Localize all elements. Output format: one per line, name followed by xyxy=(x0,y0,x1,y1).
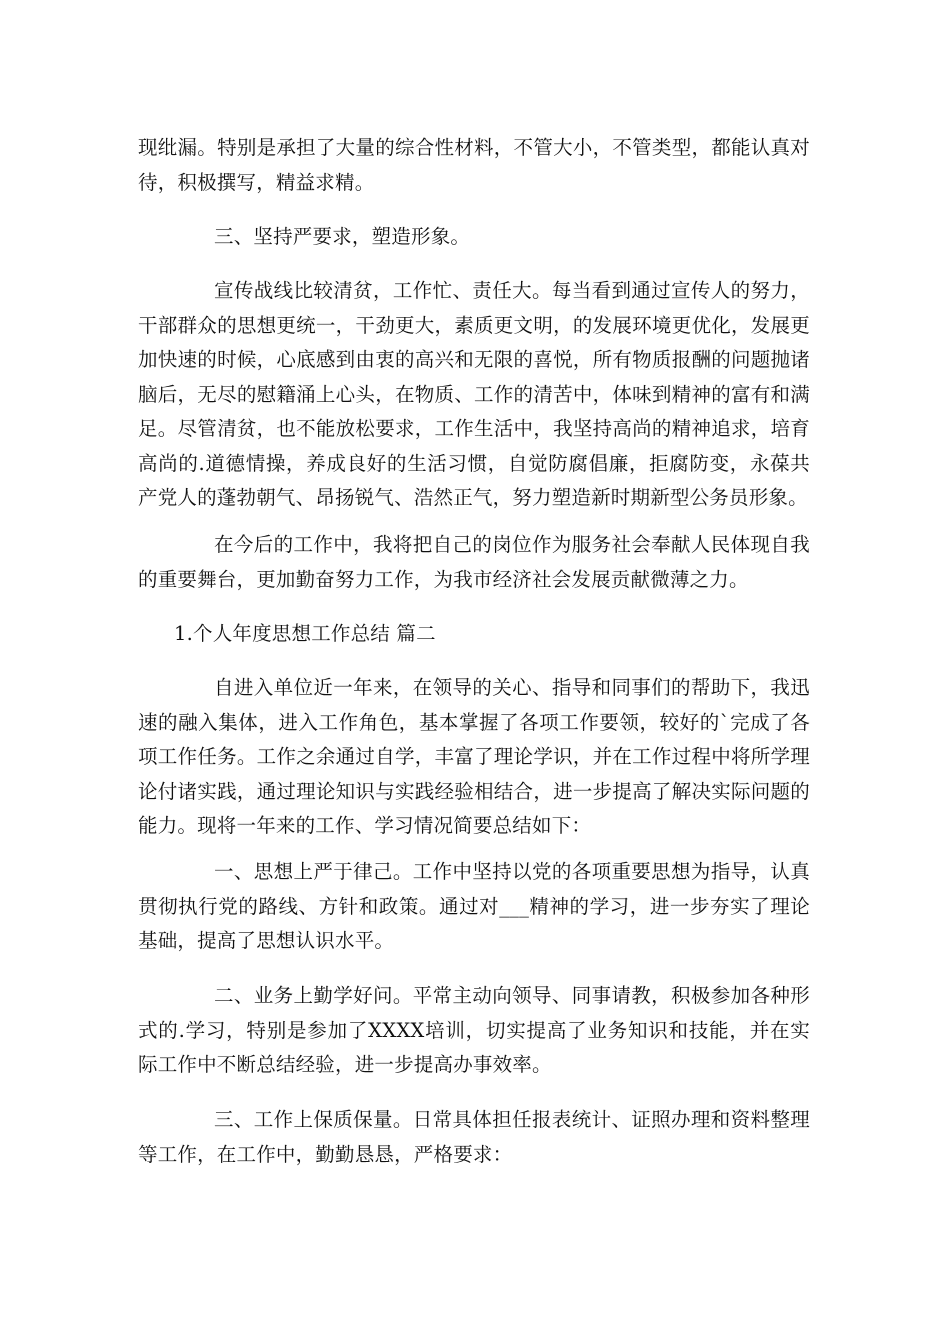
article-title-part-two: 1.个人年度思想工作总结 篇二 xyxy=(174,622,436,645)
paragraph-point-three: 三、工作上保质保量。日常具体担任报表统计、证照办理和资料整理等工作，在工作中，勤勤恳恳，严格要求： xyxy=(138,1108,810,1166)
paragraph-propaganda: 宣传战线比较清贫，工作忙、责任大。每当看到通过宣传人的努力，干部群众的思想更统一，干劲更大，素质更文明，的发展环境更优化，发展更加快速的时候，心底感到由衷的高兴和无限的喜悦，所有物质报酬的问题抛诸脑后，无尽的慰籍涌上心头，在物质、工作的清苦中，体味到精神的富有和满足。尽管清贫，也不能放松要求，工作生活中，我坚持高尚的精神追求，培育高尚的.道德情操，养成良好的生活习惯，自觉防腐倡廉，拒腐防变，永葆共产党人的蓬勃朝气、昂扬锐气、浩然正气，努力塑造新时期新型公务员形象。 xyxy=(138,279,810,509)
paragraph-point-two: 二、业务上勤学好问。平常主动向领导、同事请教，积极参加各种形式的.学习，特别是参加了XXXX培训，切实提高了业务知识和技能，并在实际工作中不断总结经验，进一步提高办事效率。 xyxy=(138,984,810,1076)
paragraph-intro: 自进入单位近一年来，在领导的关心、指导和同事们的帮助下，我迅速的融入集体，进入工作角色，基本掌握了各项工作要领，较好的`完成了各项工作任务。工作之余通过自学，丰富了理论学识，并在工作过程中将所学理论付诸实践，通过理论知识与实践经验相结合，进一步提高了解决实际问题的能力。现将一年来的工作、学习情况简要总结如下： xyxy=(138,676,810,837)
paragraph-point-one: 一、思想上严于律己。工作中坚持以党的各项重要思想为指导，认真贯彻执行党的路线、方针和政策。通过对___精神的学习，进一步夯实了理论基础，提高了思想认识水平。 xyxy=(138,860,810,952)
paragraph-continuation: 现纰漏。特别是承担了大量的综合性材料，不管大小，不管类型，都能认真对待，积极撰写，精益求精。 xyxy=(138,136,810,194)
paragraph-future-work: 在今后的工作中，我将把自己的岗位作为服务社会奉献人民体现自我的重要舞台，更加勤奋努力工作，为我市经济社会发展贡献微薄之力。 xyxy=(138,533,810,591)
section-heading-three: 三、坚持严要求，塑造形象。 xyxy=(214,225,471,248)
